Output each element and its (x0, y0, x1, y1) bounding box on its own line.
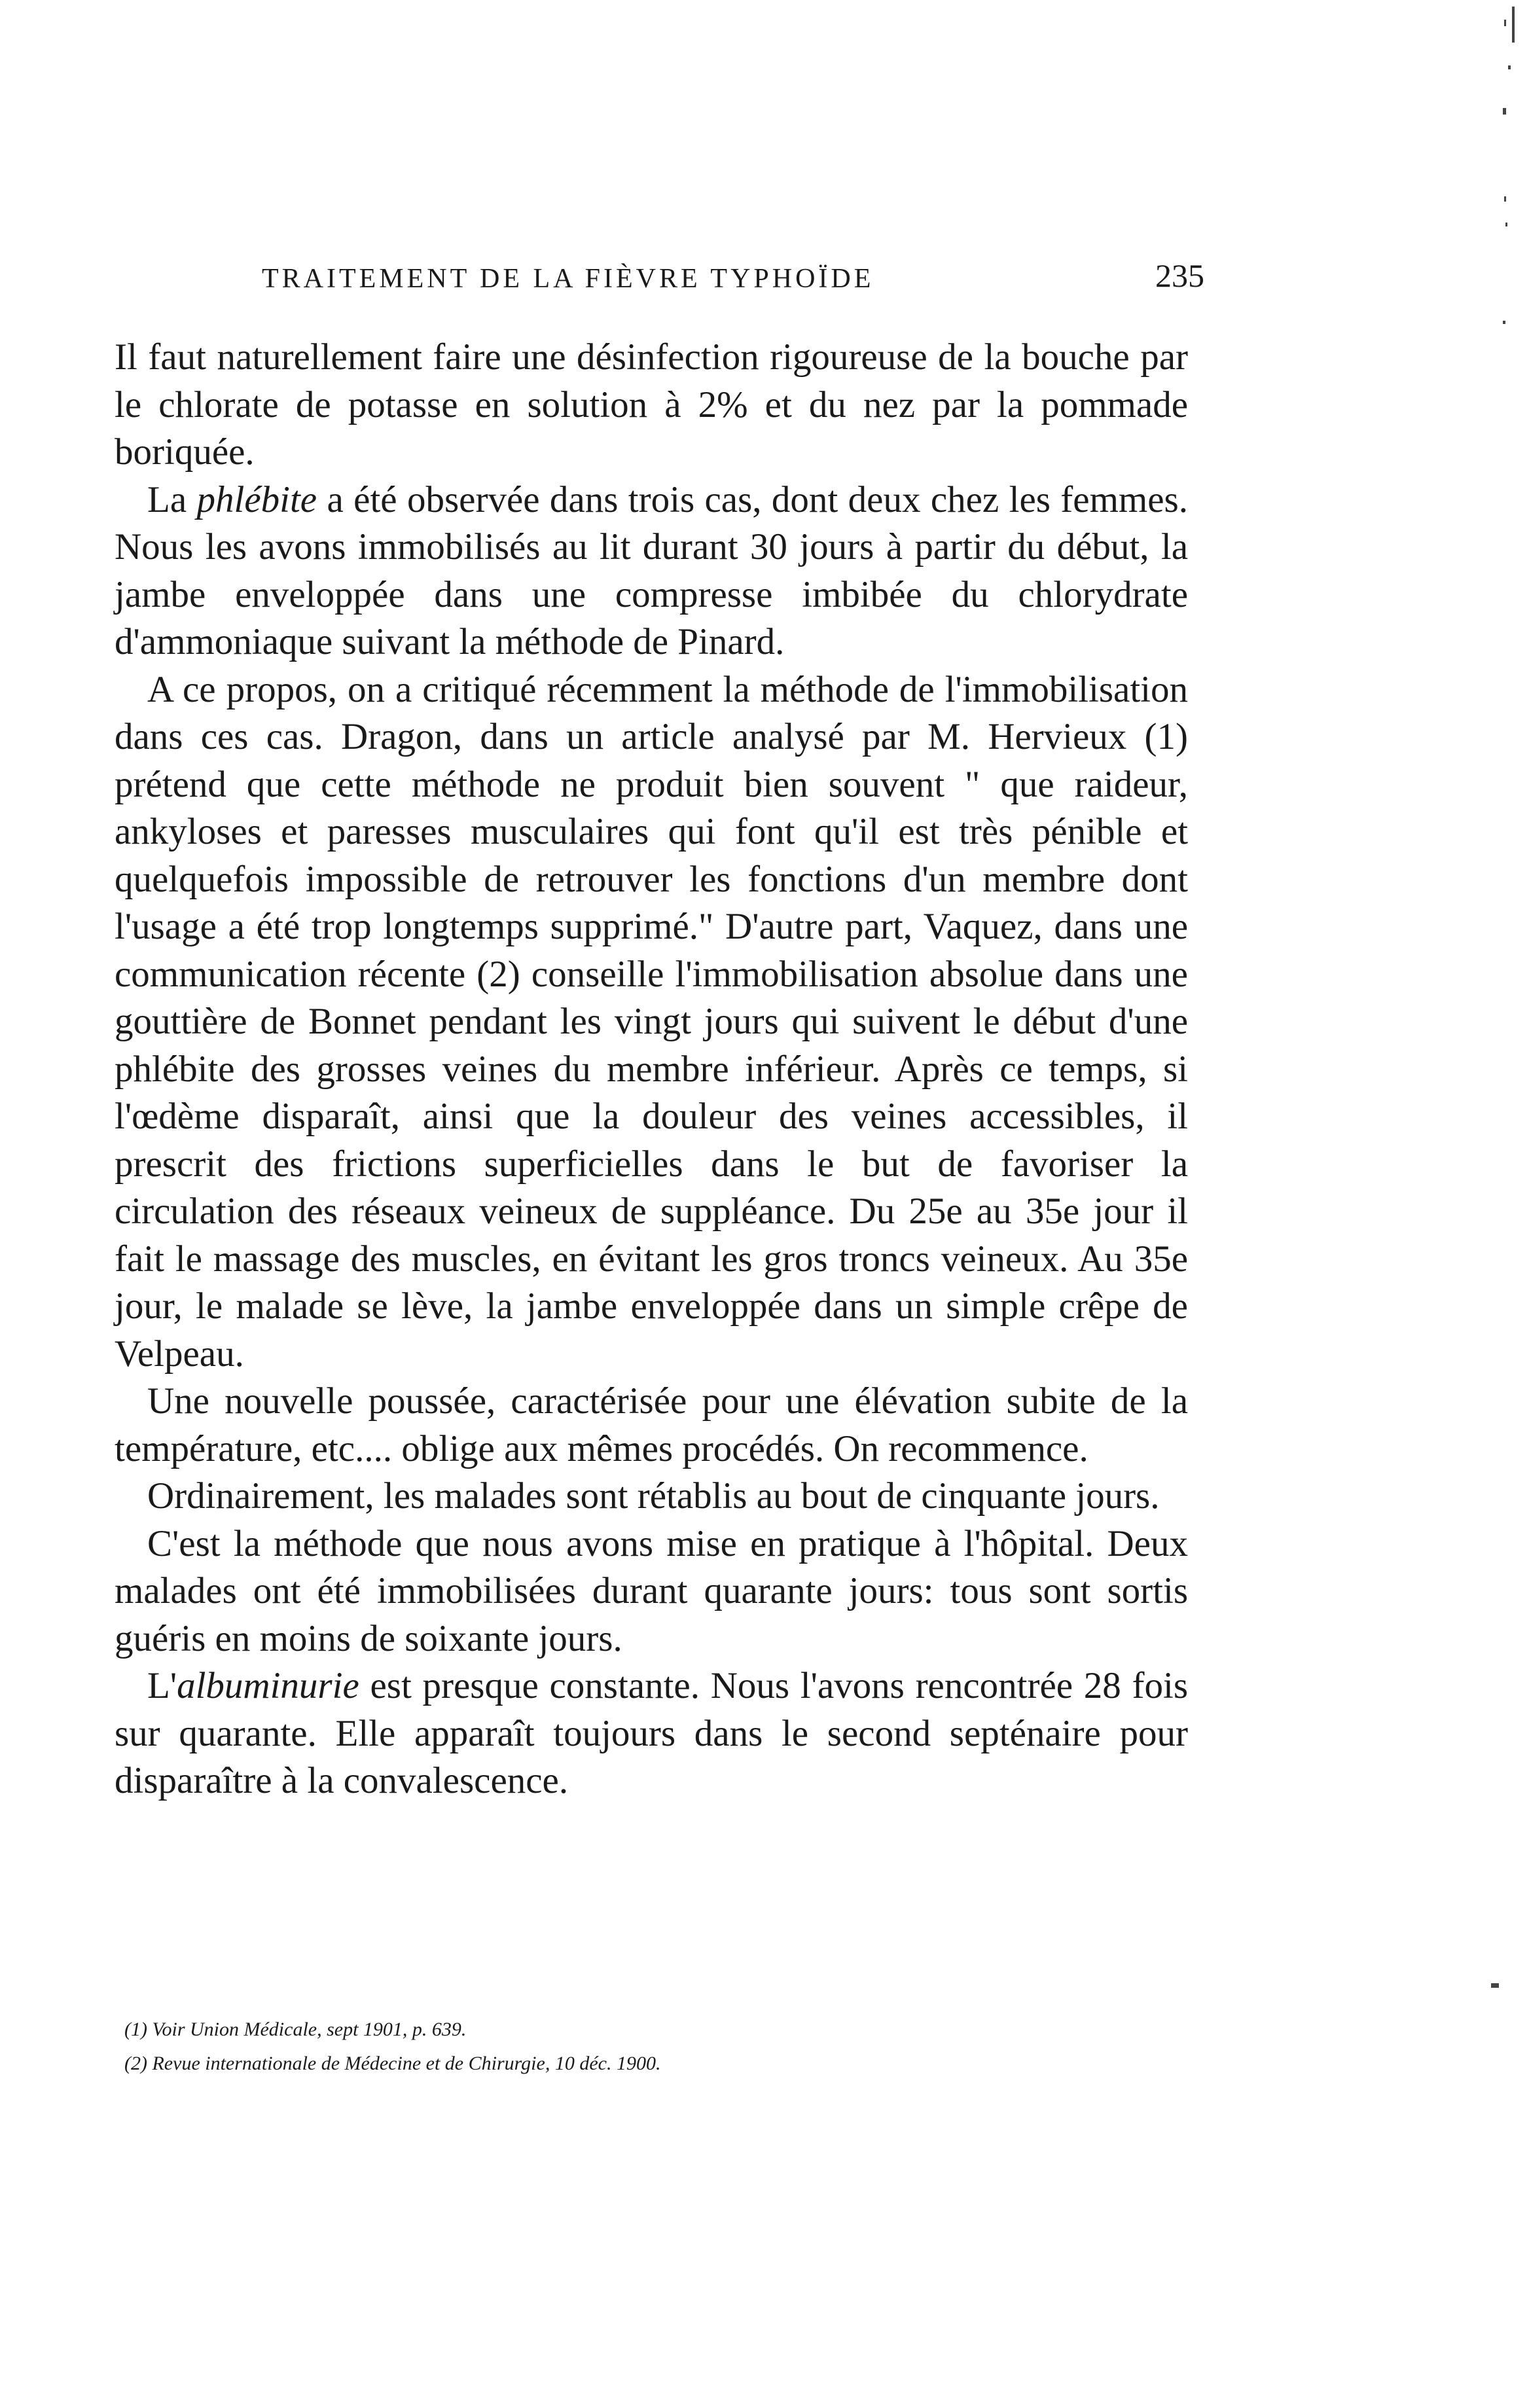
scan-speck (1503, 321, 1505, 324)
page-number: 235 (1155, 257, 1204, 294)
paragraph-text: Ordinairement, les malades sont rétablis au bout de cinquante jours. (147, 1475, 1160, 1517)
scan-speck (1503, 108, 1506, 115)
paragraph-text: a été observée dans trois cas, dont deux chez les femmes. Nous les avons immobilisés au lit durant 30 jours à partir du début, la jambe enveloppée dans une compresse imbibée du chlorydrate d'ammoniaque suivant la méthode de Pinard. (115, 478, 1188, 662)
paragraph-immobilisation (115, 666, 1188, 1378)
footnote-prefix: Voir (147, 2019, 190, 2040)
paragraph-albuminurie (115, 1662, 1188, 1805)
scan-speck (1504, 196, 1506, 202)
paragraph-text: Une nouvelle poussée, caractérisée pour une élévation subite de la température, etc.... oblige aux mêmes procédés. On recommence. (115, 1380, 1188, 1469)
footnote-1 (124, 2013, 1041, 2047)
scan-margin-specks (1490, 0, 1529, 2408)
scan-speck (1504, 20, 1506, 26)
footnote-ref-2: (2) (477, 953, 520, 995)
footnote-marker: (1) (124, 2019, 147, 2040)
running-title: TRAITEMENT DE LA FIÈVRE TYPHOÏDE (262, 264, 874, 294)
paragraph-disinfection (115, 334, 1188, 476)
italic-term-phlebite: phlébite (196, 478, 317, 520)
page-header (262, 257, 1204, 309)
paragraph-methode-hopital (115, 1520, 1188, 1663)
footnote-2 (124, 2047, 1041, 2081)
paragraph-phlebite (115, 476, 1188, 666)
paragraph-text: Il faut naturellement faire une désinfection rigoureuse de la bouche par le chlorate de potasse en solution à 2% et du nez par la pommade boriquée. (115, 336, 1188, 473)
footnote-ref-1: (1) (1144, 716, 1188, 757)
footnote-marker: (2) (124, 2053, 147, 2074)
italic-term-albuminurie: albuminurie (177, 1665, 359, 1706)
footnote-source-title: Revue internationale de Médecine et de Chirurgie (152, 2053, 545, 2074)
paragraph-nouvelle-poussee (115, 1378, 1188, 1473)
scan-speck (1512, 7, 1515, 43)
footnote-source-title: Union Médicale (190, 2019, 317, 2040)
footnote-suffix: , 10 déc. 1900. (545, 2053, 661, 2074)
paragraph-text: prétend que cette méthode ne produit bien souvent " que raideur, ankyloses et paresses musculaires qui font qu'il est très pénible et quelquefois impossible de retrouver les fonctions d'un membre dont l'usage a été trop longtemps supprimé." D'autre part, Vaquez, dans une communication récente (115, 763, 1188, 995)
paragraph-text: C'est la méthode que nous avons mise en pratique à l'hôpital. Deux malades ont été immobilisées durant quarante jours: tous sont sortis guéris en moins de soixante jours. (115, 1522, 1188, 1659)
scan-speck (1491, 1983, 1499, 1988)
paragraph-lead-prefix: La (147, 478, 197, 520)
paragraph-text: conseille l'immobilisation absolue dans une gouttière de Bonnet pendant les vingt jours qui suivent le début d'une phlébite des grosses veines du membre inférieur. Après ce temps, si l'œdème disparaît, ainsi que la douleur des veines accessibles, il prescrit des frictions superficielles dans le but de favoriser la circulation des réseaux veineux de suppléance. Du 25e au 35e jour il fait le massage des muscles, en évitant les gros troncs veineux. Au 35e jour, le malade se lève, la jambe enveloppée dans un simple crêpe de Velpeau. (115, 953, 1188, 1375)
paragraph-text: est presque constante. Nous l'avons rencontrée 28 fois sur quarante. Elle apparaît toujours dans le second septénaire pour disparaître à la convalescence. (115, 1665, 1188, 1801)
paragraph-lead-prefix: L' (147, 1665, 177, 1706)
footnotes (124, 2013, 1041, 2081)
scan-speck (1505, 223, 1507, 226)
body-text (115, 334, 1188, 1805)
paragraph-text: A ce propos, on a critiqué récemment la méthode de l'immobilisation dans ces cas. Dragon, dans un article analysé par M. Hervieux (115, 668, 1188, 757)
footnote-suffix: , sept 1901, p. 639. (317, 2019, 467, 2040)
scan-speck (1508, 65, 1511, 69)
paragraph-ordinairement (115, 1473, 1188, 1520)
